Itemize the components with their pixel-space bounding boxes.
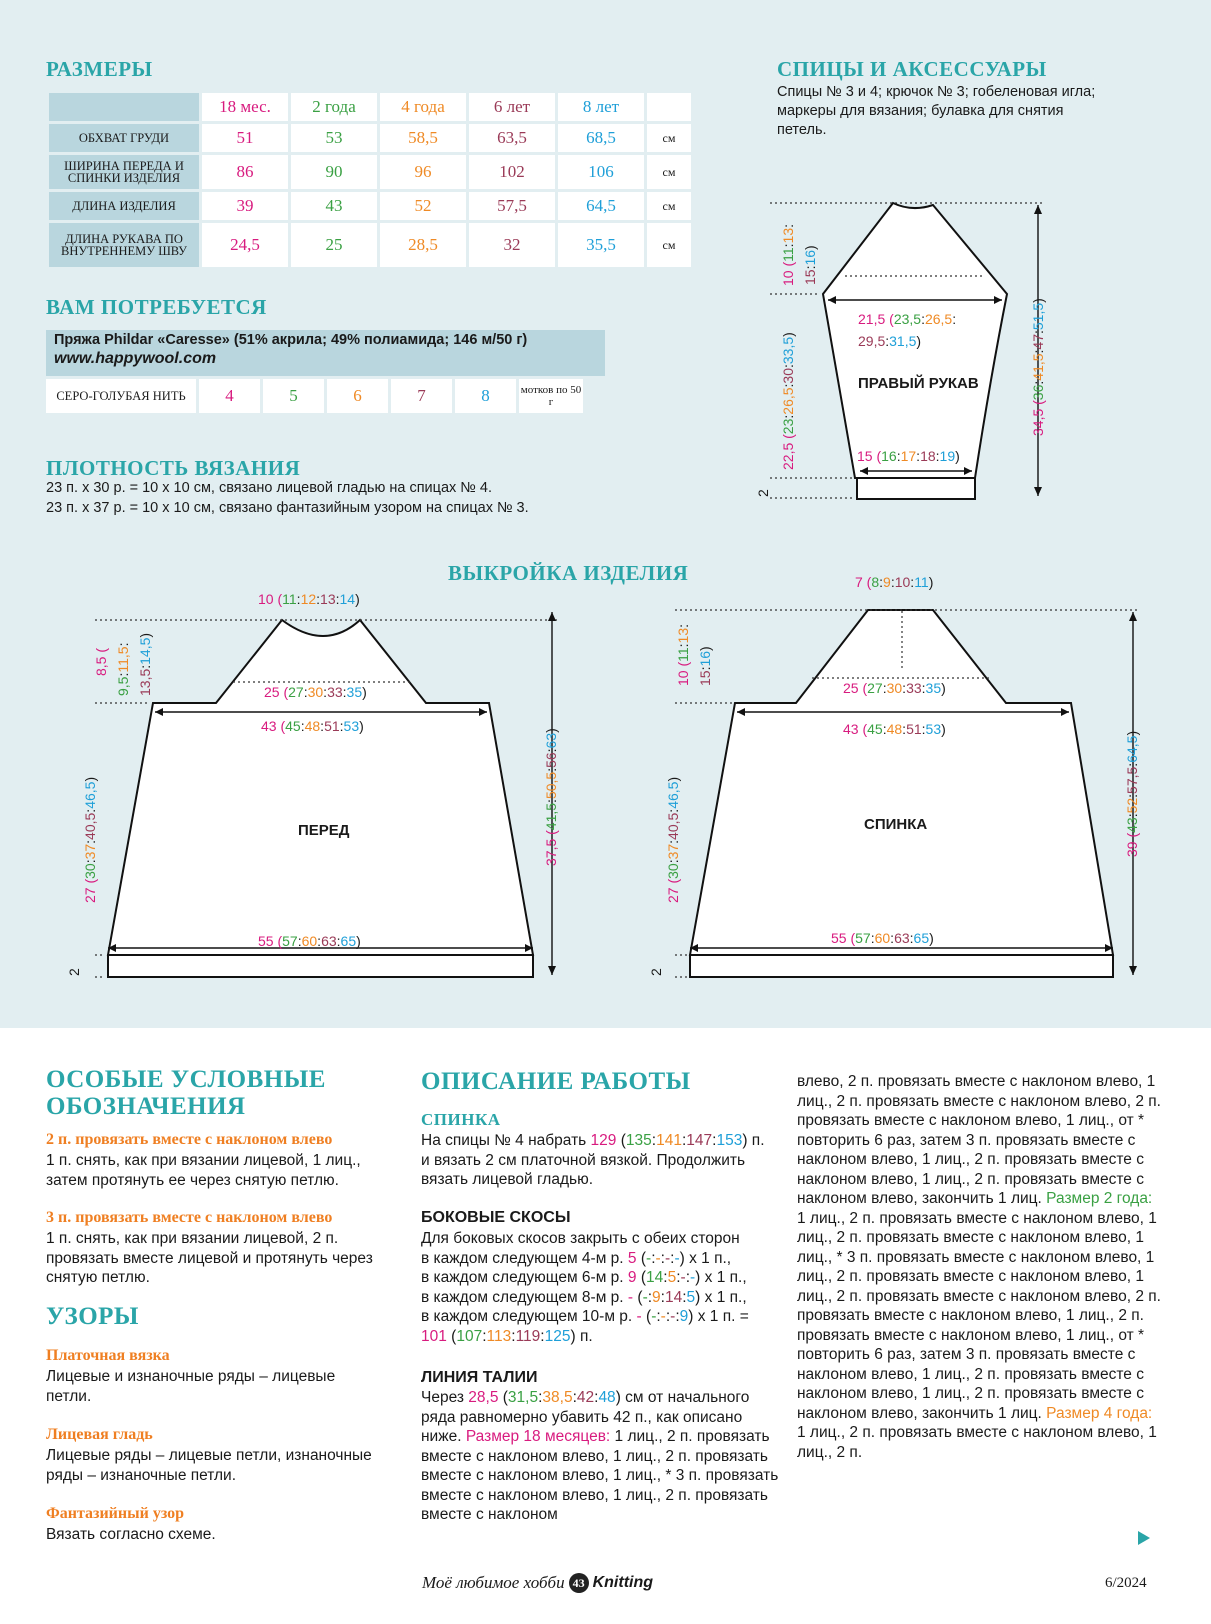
back-shoulder-dim: 43 (45:48:51:53) xyxy=(843,721,946,737)
symbol-1-title: 2 п. провязать вместе с наклоном влево xyxy=(46,1131,333,1148)
front-side-dim: 27 (30:37:40,5:46,5) xyxy=(82,776,98,903)
cell: 35,5 xyxy=(558,223,644,267)
continue-arrow-icon xyxy=(1138,1531,1150,1545)
cell: 53 xyxy=(291,124,377,152)
pattern-title: ВЫКРОЙКА ИЗДЕЛИЯ xyxy=(448,561,689,585)
issue-number: 6/2024 xyxy=(1105,1575,1147,1591)
unit: см xyxy=(647,124,691,152)
materials-title: ВАМ ПОТРЕБУЕТСЯ xyxy=(46,295,267,319)
unit: см xyxy=(647,192,691,220)
front-raglan-height-dim-2: 9,5:11,5: xyxy=(115,642,131,696)
front-total-dim: 37,5 (41,5:50,5:56:63) xyxy=(543,728,559,866)
back-bottom-dim: 55 (57:60:63:65) xyxy=(831,930,934,946)
cell: 5 xyxy=(263,379,324,413)
front-raglan-width-dim: 25 (27:30:33:35) xyxy=(264,684,367,700)
size-header: 8 лет xyxy=(558,93,644,121)
gauge-line-2: 23 п. х 37 р. = 10 х 10 см, связано фантазийным узором на спицах № 3. xyxy=(46,500,529,516)
sleeve-band-dim: 2 xyxy=(755,489,771,497)
cell: 39 xyxy=(202,192,288,220)
front-label: ПЕРЕД xyxy=(298,822,350,839)
unit: см xyxy=(647,155,691,189)
front-neck-dim: 10 (11:12:13:14) xyxy=(258,591,360,607)
front-raglan-height-dim-3: 13,5:14,5) xyxy=(137,632,153,696)
cell: 52 xyxy=(380,192,466,220)
unit: см xyxy=(647,223,691,267)
back-section-text: На спицы № 4 набрать 129 (135:141:147:153) п. и вязать 2 см платочной вязкой. Продолжить вязать лицевой гладью. xyxy=(421,1132,765,1188)
back-raglan-height-dim: 10 (11:13: xyxy=(675,623,691,686)
color-label: СЕРО-ГОЛУБАЯ НИТЬ xyxy=(46,379,196,413)
sizes-title: РАЗМЕРЫ xyxy=(46,57,153,81)
cell: 8 xyxy=(455,379,516,413)
footer xyxy=(422,1573,653,1593)
needles-title: СПИЦЫ И АКСЕССУАРЫ xyxy=(777,57,1047,81)
cell: 58,5 xyxy=(380,124,466,152)
pattern-3-text: Вязать согласно схеме. xyxy=(46,1526,216,1543)
row-label: ДЛИНА ИЗДЕЛИЯ xyxy=(49,192,199,220)
symbols-title: ОСОБЫЕ УСЛОВНЫЕ ОБОЗНАЧЕНИЯ xyxy=(46,1066,326,1120)
sides-text: Для боковых скосов закрыть с обеих сторон в каждом следующем 4-м р. 5 (-:-:-:-) х 1 п., в каждом следующем 6-м р. 9 (14:5:-:-) х 1 п., в каждом следующем 8-м р. - (-:9:14:5) х 1 п., в каждом следующем 10-м р. - (-:-:-:9) х 1 п. = 101 (107:113:119:125) п. xyxy=(421,1230,749,1345)
pattern-3-title: Фантазийный узор xyxy=(46,1505,185,1522)
sleeve-total-dim: 34,5 (36:41,5:47:51,5) xyxy=(1030,298,1046,436)
back-label: СПИНКА xyxy=(864,816,928,833)
size-header: 4 года xyxy=(380,93,466,121)
sleeve-cuff xyxy=(857,478,975,499)
cell: 24,5 xyxy=(202,223,288,267)
row-label: ОБХВАТ ГРУДИ xyxy=(49,124,199,152)
cell: 25 xyxy=(291,223,377,267)
front-bottom-dim: 55 (57:60:63:65) xyxy=(258,933,361,949)
sides-title: БОКОВЫЕ СКОСЫ xyxy=(421,1209,571,1226)
front-raglan-height-dim: 8,5 ( xyxy=(93,647,109,676)
row-label: ШИРИНА ПЕРЕДА И СПИНКИ ИЗДЕЛИЯ xyxy=(49,155,199,189)
sleeve-cuff-dim: 15 (16:17:18:19) xyxy=(857,448,960,464)
pattern-2-text: Лицевые ряды – лицевые петли, изнаночные ряды – изнаночные петли. xyxy=(46,1447,372,1484)
pattern-1-text: Лицевые и изнаночные ряды – лицевые петли. xyxy=(46,1368,336,1405)
front-shoulder-dim: 43 (45:48:51:53) xyxy=(261,718,364,734)
back-band-dim: 2 xyxy=(648,968,664,976)
cell: 96 xyxy=(380,155,466,189)
page-number: 43 xyxy=(569,1573,589,1593)
back-total-dim: 39 (43:52:57,5:64,5) xyxy=(1124,730,1140,857)
footer-section: Knitting xyxy=(592,1574,654,1591)
size-header: 2 года xyxy=(291,93,377,121)
cell: 57,5 xyxy=(469,192,555,220)
work-title: ОПИСАНИЕ РАБОТЫ xyxy=(421,1068,691,1095)
row-label: ДЛИНА РУКАВА ПО ВНУТРЕННЕМУ ШВУ xyxy=(49,223,199,267)
cell: 68,5 xyxy=(558,124,644,152)
symbol-2-text: 1 п. снять, как при вязании лицевой, 2 п. провязать вместе лицевой и протянуть через снятую петлю. xyxy=(46,1230,373,1286)
sleeve-top-dim-2: 15:16) xyxy=(802,245,818,285)
size-header: 18 мес. xyxy=(202,93,288,121)
cell: 6 xyxy=(327,379,388,413)
gauge-line-1: 23 п. х 30 р. = 10 х 10 см, связано лицевой гладью на спицах № 4. xyxy=(46,480,492,496)
symbol-1-text: 1 п. снять, как при вязании лицевой, 1 лиц., затем протянуть ее через снятую петлю. xyxy=(46,1152,361,1189)
sleeve-side-dim: 22,5 (23:26,5:30:33,5) xyxy=(780,332,796,470)
yarn-name: Пряжа Phildar «Caresse» (51% акрила; 49% полиамида; 146 м/50 г) xyxy=(54,332,528,348)
unit: мотков по 50 г xyxy=(519,379,583,413)
front-band xyxy=(108,955,533,977)
back-side-dim: 27 (30:37:40,5:46,5) xyxy=(665,776,681,903)
symbol-2-title: 3 п. провязать вместе с наклоном влево xyxy=(46,1209,333,1226)
yarn-url: www.happywool.com xyxy=(54,350,217,367)
back-raglan-width-dim: 25 (27:30:33:35) xyxy=(843,680,946,696)
sleeve-top-dim: 10 (11:13: xyxy=(780,223,796,286)
patterns-title: УЗОРЫ xyxy=(46,1303,139,1330)
cell: 64,5 xyxy=(558,192,644,220)
back-raglan-height-dim-2: 15:16) xyxy=(697,646,713,686)
cell: 106 xyxy=(558,155,644,189)
waist-text: Через 28,5 (31,5:38,5:42:48) см от начального ряда равномерно убавить 42 п., как описано ниже. Размер 18 месяцев: 1 лиц., 2 п. провязать вместе с наклоном влево, 1 лиц., 2 п. провязать вместе с наклоном влево, 1 лиц., * 3 п. провязать вместе с наклоном влево, 1 лиц., 2 п. провязать вместе с наклоном xyxy=(421,1389,779,1523)
gauge-title: ПЛОТНОСТЬ ВЯЗАНИЯ xyxy=(46,456,301,480)
pattern-1-title: Платочная вязка xyxy=(46,1347,170,1364)
cell: 51 xyxy=(202,124,288,152)
cell: 90 xyxy=(291,155,377,189)
size-header: 6 лет xyxy=(469,93,555,121)
cell: 86 xyxy=(202,155,288,189)
back-neck-dim: 7 (8:9:10:11) xyxy=(855,574,934,590)
front-shape xyxy=(108,620,533,955)
cell: 43 xyxy=(291,192,377,220)
cell: 28,5 xyxy=(380,223,466,267)
cell: 32 xyxy=(469,223,555,267)
cell: 7 xyxy=(391,379,452,413)
cell: 102 xyxy=(469,155,555,189)
pattern-2-title: Лицевая гладь xyxy=(46,1426,153,1443)
sleeve-width-dim: 21,5 (23,5:26,5: 29,5:31,5) xyxy=(858,311,957,349)
cell: 4 xyxy=(199,379,260,413)
back-section-title: СПИНКА xyxy=(421,1110,501,1129)
needles-text: Спицы № 3 и 4; крючок № 3; гобеленовая игла; маркеры для вязания; булавка для снятия петель. xyxy=(777,84,1096,138)
sleeve-label: ПРАВЫЙ РУКАВ xyxy=(858,375,979,392)
cell: 63,5 xyxy=(469,124,555,152)
footer-magazine: Моё любимое хобби xyxy=(422,1573,565,1592)
front-band-dim: 2 xyxy=(66,968,82,976)
col3-text: влево, 2 п. провязать вместе с наклоном влево, 1 лиц., 2 п. провязать вместе с наклоном влево, 2 п. провязать вместе с наклоном влево, 1 лиц., от * повторить 6 раз, затем 3 п. провязать вместе с наклоном влево, 1 лиц., 2 п. провязать вместе с наклоном влево, 1 лиц., 2 п. провязать вместе с наклоном влево, закончить 1 лиц. Размер 2 года: 1 лиц., 2 п. провязать вместе с наклоном влево, 1 лиц., 2 п. провязать вместе с наклоном влево, 1 лиц., * 3 п. провязать вместе с наклоном влево, 1 лиц., 2 п. провязать вместе с наклоном влево, 1 лиц., 2 п. провязать вместе с наклоном влево, 2 п. провязать вместе с наклоном влево, 1 лиц., 2 п. провязать вместе с наклоном влево, 1 лиц., от * повторить 6 раз, затем 3 п. провязать вместе с наклоном влево, 1 лиц., 2 п. провязать вместе с наклоном влево, 1 лиц., 2 п. провязать вместе с наклоном влево, закончить 1 лиц. Размер 4 года: 1 лиц., 2 п. провязать вместе с наклоном влево, 1 лиц., 2 п. xyxy=(797,1073,1161,1461)
back-band xyxy=(690,955,1113,977)
waist-title: ЛИНИЯ ТАЛИИ xyxy=(421,1369,538,1386)
